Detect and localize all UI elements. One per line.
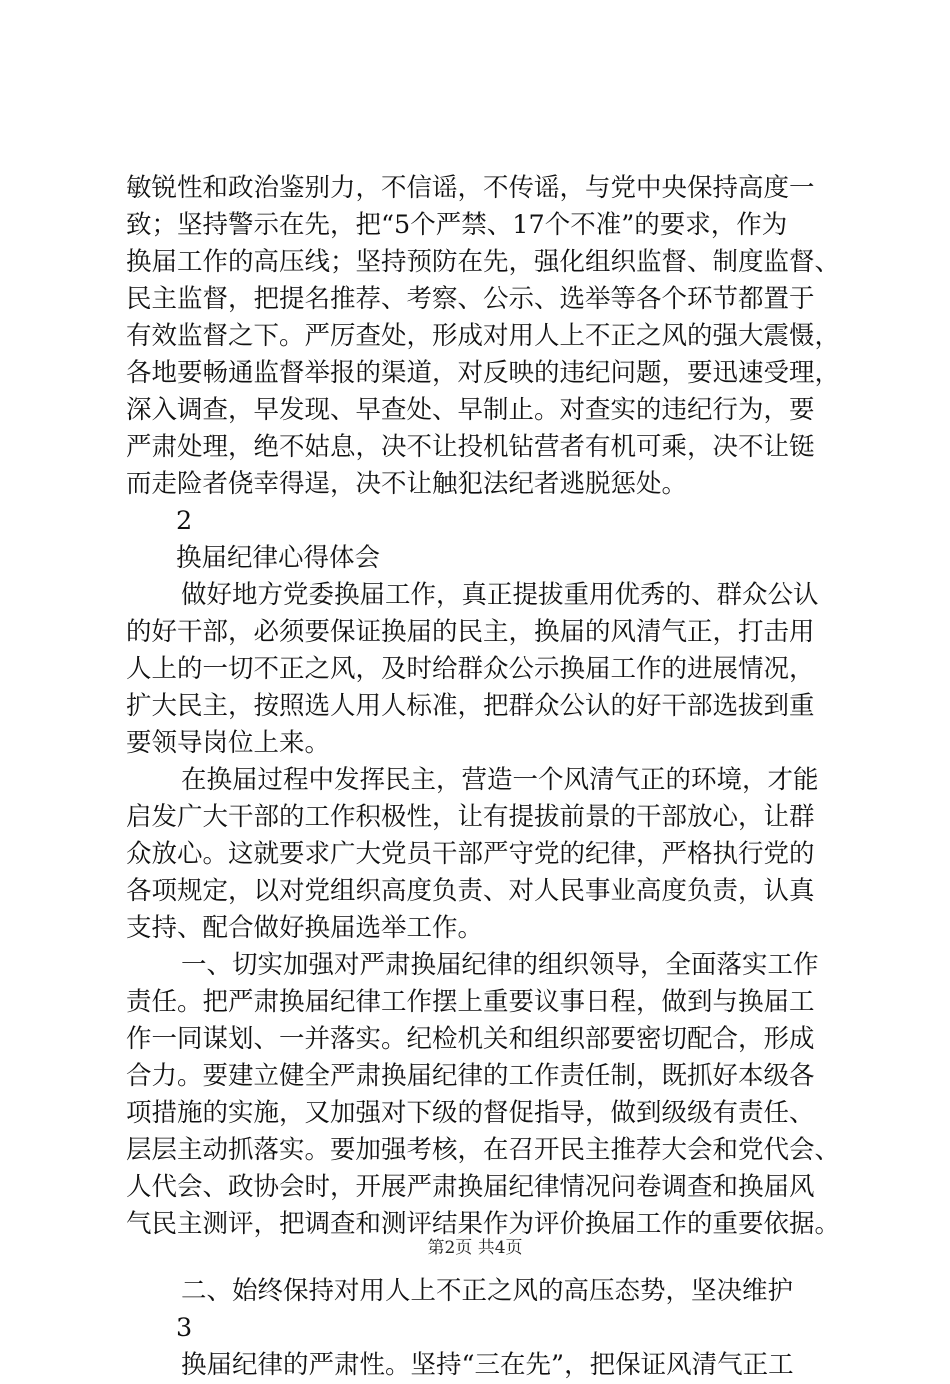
text-line: 敏锐性和政治鉴别力，不信谣，不传谣，与党中央保持高度一	[126, 173, 815, 203]
text-line: 人代会、政协会时，开展严肃换届纪律情况问卷调查和换届风	[126, 1172, 815, 1202]
text-line: 各项规定，以对党组织高度负责、对人民事业高度负责，认真	[126, 876, 815, 906]
page-marker: 2	[176, 506, 193, 536]
text-line: 各地要畅通监督举报的渠道，对反映的违纪问题，要迅速受理，	[126, 358, 841, 388]
text-line: 气民主测评，把调查和测评结果作为评价换届工作的重要依据。	[126, 1209, 841, 1239]
text-line: 深入调查，早发现、早查处、早制止。对查实的违纪行为，要	[126, 395, 815, 425]
page-marker: 3	[176, 1313, 193, 1343]
text-line: 民主监督，把提名推荐、考察、公示、选举等各个环节都置于	[126, 284, 815, 314]
text-line: 换届工作的高压线；坚持预防在先，强化组织监督、制度监督、	[126, 247, 841, 277]
text-line: 作一同谋划、一并落实。纪检机关和组织部要密切配合，形成	[126, 1024, 815, 1054]
text-line: 换届纪律的严肃性。坚持“三在先”，把保证风清气正工	[181, 1350, 794, 1380]
text-line: 项措施的实施，又加强对下级的督促指导，做到级级有责任、	[126, 1098, 815, 1128]
text-line: 合力。要建立健全严肃换届纪律的工作责任制，既抓好本级各	[126, 1061, 815, 1091]
text-line: 支持、配合做好换届选举工作。	[126, 913, 484, 943]
paragraph-start: 在换届过程中发挥民主，营造一个风清气正的环境，才能	[181, 765, 819, 795]
section-title: 换届纪律心得体会	[176, 543, 381, 573]
page-footer: 第2页 共4页	[427, 1238, 523, 1258]
text-line: 致；坚持警示在先，把“5个严禁、17个不准”的要求，作为	[126, 210, 788, 240]
text-line: 要领导岗位上来。	[126, 728, 331, 758]
text-line: 层层主动抓落实。要加强考核，在召开民主推荐大会和党代会、	[126, 1135, 841, 1165]
text-line: 的好干部，必须要保证换届的民主，换届的风清气正，打击用	[126, 617, 815, 647]
text-line: 有效监督之下。严厉查处，形成对用人上不正之风的强大震慑，	[126, 321, 841, 351]
document-body	[126, 170, 846, 1384]
paragraph-start: 二、始终保持对用人上不正之风的高压态势，坚决维护	[181, 1276, 794, 1306]
text-line: 众放心。这就要求广大党员干部严守党的纪律，严格执行党的	[126, 839, 815, 869]
text-line: 启发广大干部的工作积极性，让有提拔前景的干部放心，让群	[126, 802, 815, 832]
text-line: 扩大民主，按照选人用人标准，把群众公认的好干部选拔到重	[126, 691, 815, 721]
text-line: 人上的一切不正之风，及时给群众公示换届工作的进展情况，	[126, 654, 815, 684]
paragraph-start: 一、切实加强对严肃换届纪律的组织领导，全面落实工作	[181, 950, 819, 980]
text-line: 而走险者侥幸得逞，决不让触犯法纪者逃脱惩处。	[126, 469, 688, 499]
paragraph-start: 做好地方党委换届工作，真正提拔重用优秀的、群众公认	[181, 580, 819, 610]
text-line: 严肃处理，绝不姑息，决不让投机钻营者有机可乘，决不让铤	[126, 432, 815, 462]
text-line: 责任。把严肃换届纪律工作摆上重要议事日程，做到与换届工	[126, 987, 815, 1017]
